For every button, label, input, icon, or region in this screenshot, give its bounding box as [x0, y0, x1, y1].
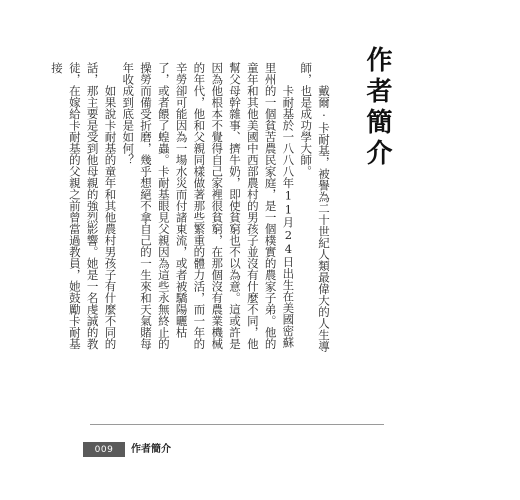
paragraph: 卡耐基於一八八八年11月24日出生在美國密蘇里州的一個貧苦農民家庭，是一個樸實的農家子弟。他的童年和其他美國中西部農村的男孩子並沒有什麼不同，他幫父母幹雜事、擠牛奶，即使貧窮也不以為意。這或許是因為他根本不覺得自己家裡很貧窮，在那個沒有農業機械的年代，他和父親同樣做著那些繁重的體力活，而一年的辛勞卻可能因為一場水災而付諸東流，或者被驕陽曬枯了，或者餵了蝗蟲。卡耐基眼見父親因為這些永無終止的操勞而備受折磨，幾乎想絕不拿自己的一生來和天氣賭每年收成到底是如何？ [121, 62, 296, 350]
page-number-badge [83, 442, 125, 457]
page-title: 作者簡介 [362, 46, 392, 170]
body-text [50, 62, 332, 358]
paragraph: 戴爾·卡耐基，被譽為二十世紀人類最偉大的人生導師，也是成功學大師。 [299, 62, 331, 352]
page-number: 009 [94, 444, 114, 455]
footer-divider [90, 424, 384, 425]
paragraph: 如果說卡耐基的童年和其他農村男孩子有什麼不同的話，那主要是受到他母親的強烈影響。她是一名虔誠的教徒，在嫁給卡耐基的父親之前曾當過教員，她鼓勵卡耐基接 [50, 62, 118, 350]
running-footer-title: 作者簡介 [131, 444, 171, 455]
